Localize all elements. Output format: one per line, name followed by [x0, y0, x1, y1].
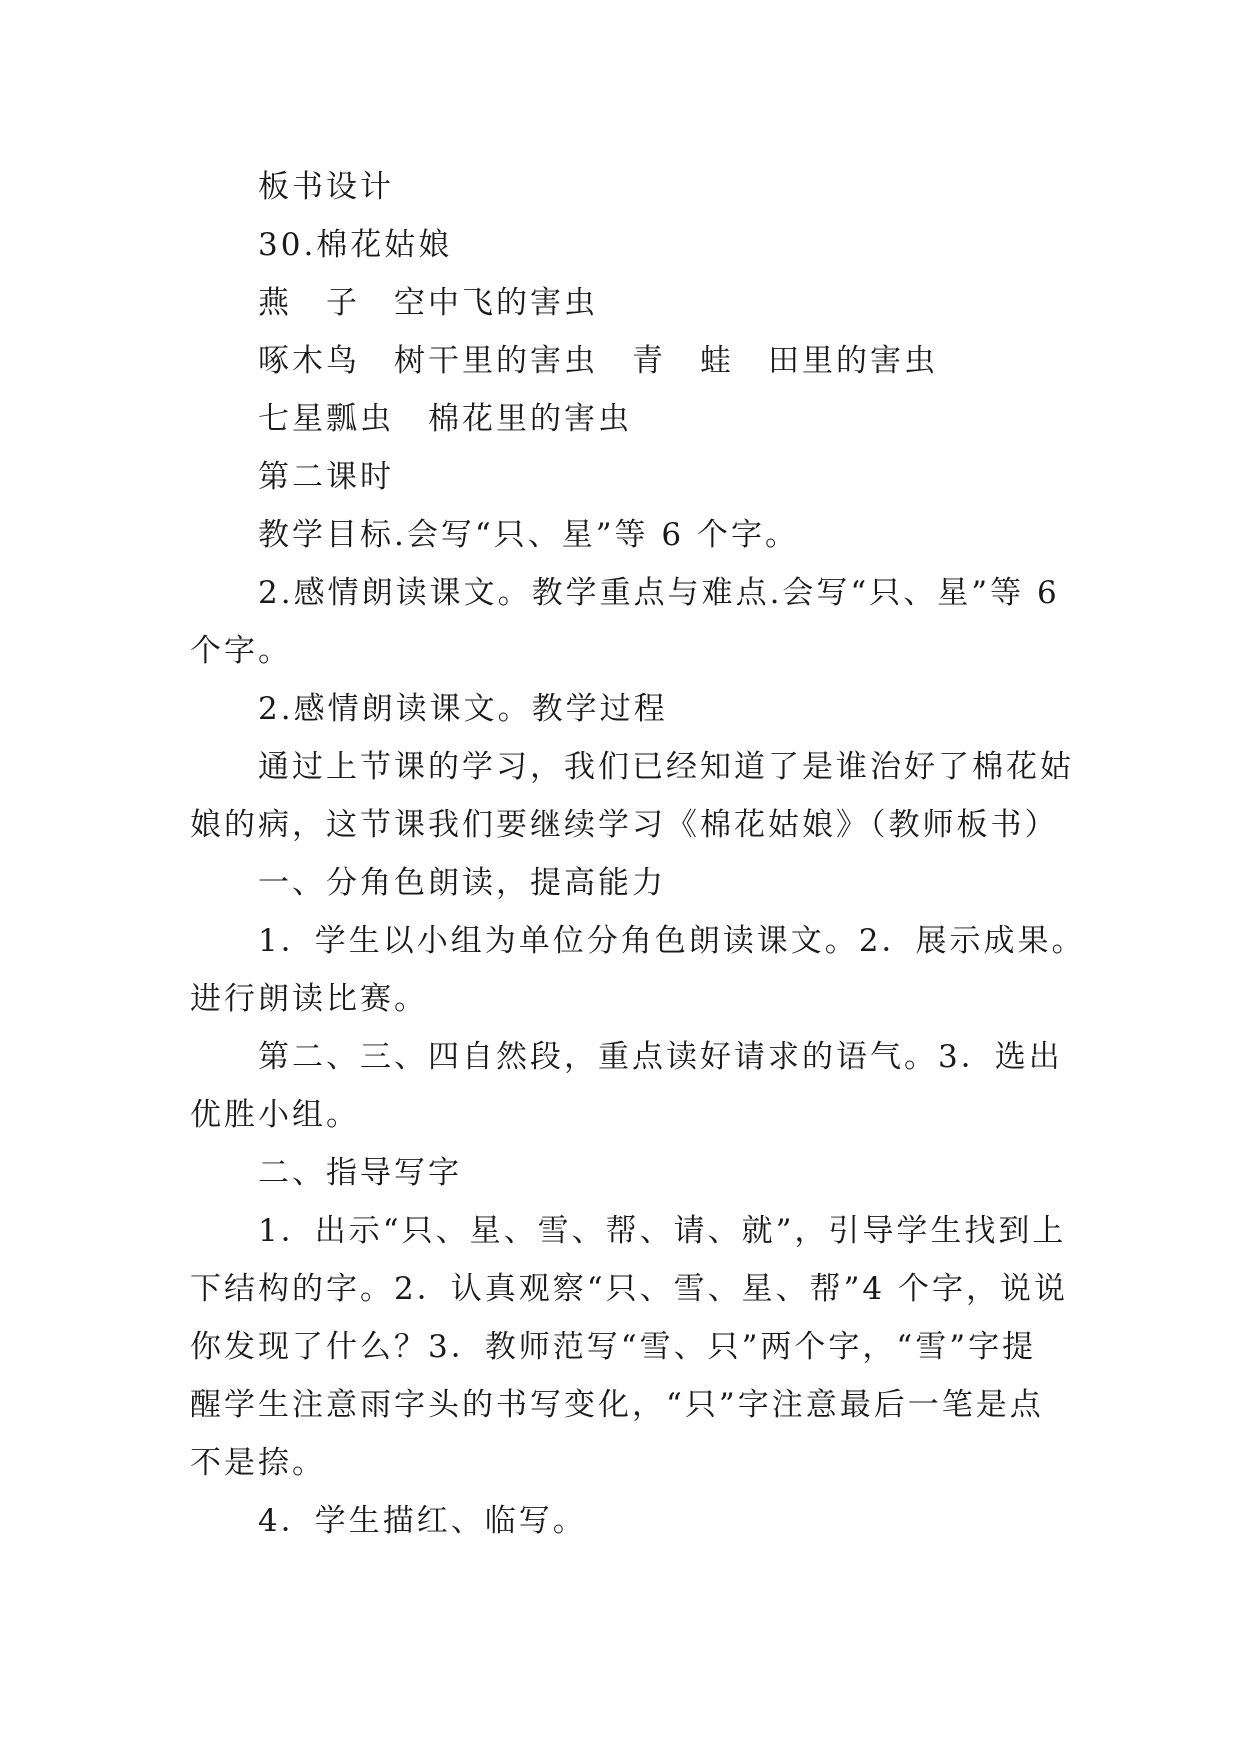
text-line: 第二课时	[258, 459, 394, 495]
text-line: 个字。	[190, 633, 292, 669]
text-line: 优胜小组。	[190, 1097, 360, 1133]
text-line: 2.感情朗读课文。教学重点与难点.会写“只、星”等 6	[258, 575, 1060, 611]
text-line: 板书设计	[258, 169, 394, 205]
text-line: 教学目标.会写“只、星”等 6 个字。	[258, 517, 799, 553]
text-line: 下结构的字。2．认真观察“只、雪、星、帮”4 个字，说说	[190, 1271, 1068, 1307]
text-line: 醒学生注意雨字头的书写变化，“只”字注意最后一笔是点	[190, 1387, 1044, 1423]
text-line: 不是捺。	[190, 1445, 326, 1481]
text-line: 1．学生以小组为单位分角色朗读课文。2．展示成果。	[258, 923, 1086, 959]
text-line: 燕 子 空中飞的害虫	[258, 285, 598, 321]
text-line: 2.感情朗读课文。教学过程	[258, 691, 668, 727]
text-line: 进行朗读比赛。	[190, 981, 428, 1017]
text-line: 1．出示“只、星、雪、帮、请、就”，引导学生找到上	[258, 1213, 1067, 1249]
text-line: 你发现了什么？3．教师范写“雪、只”两个字，“雪”字提	[190, 1329, 1037, 1365]
text-line: 七星瓢虫 棉花里的害虫	[258, 401, 632, 437]
text-line: 娘的病，这节课我们要继续学习《棉花姑娘》（教师板书）	[190, 807, 1059, 843]
document-body	[190, 158, 1086, 1550]
text-line: 4．学生描红、临写。	[258, 1503, 587, 1539]
text-line: 二、指导写字	[258, 1155, 462, 1191]
text-line: 第二、三、四自然段，重点读好请求的语气。3．选出	[258, 1039, 1063, 1075]
text-line: 啄木鸟 树干里的害虫 青 蛙 田里的害虫	[258, 343, 938, 379]
text-line: 一、分角色朗读，提高能力	[258, 865, 666, 901]
text-line: 通过上节课的学习，我们已经知道了是谁治好了棉花姑	[258, 749, 1074, 785]
text-line: 30.棉花姑娘	[258, 227, 453, 263]
